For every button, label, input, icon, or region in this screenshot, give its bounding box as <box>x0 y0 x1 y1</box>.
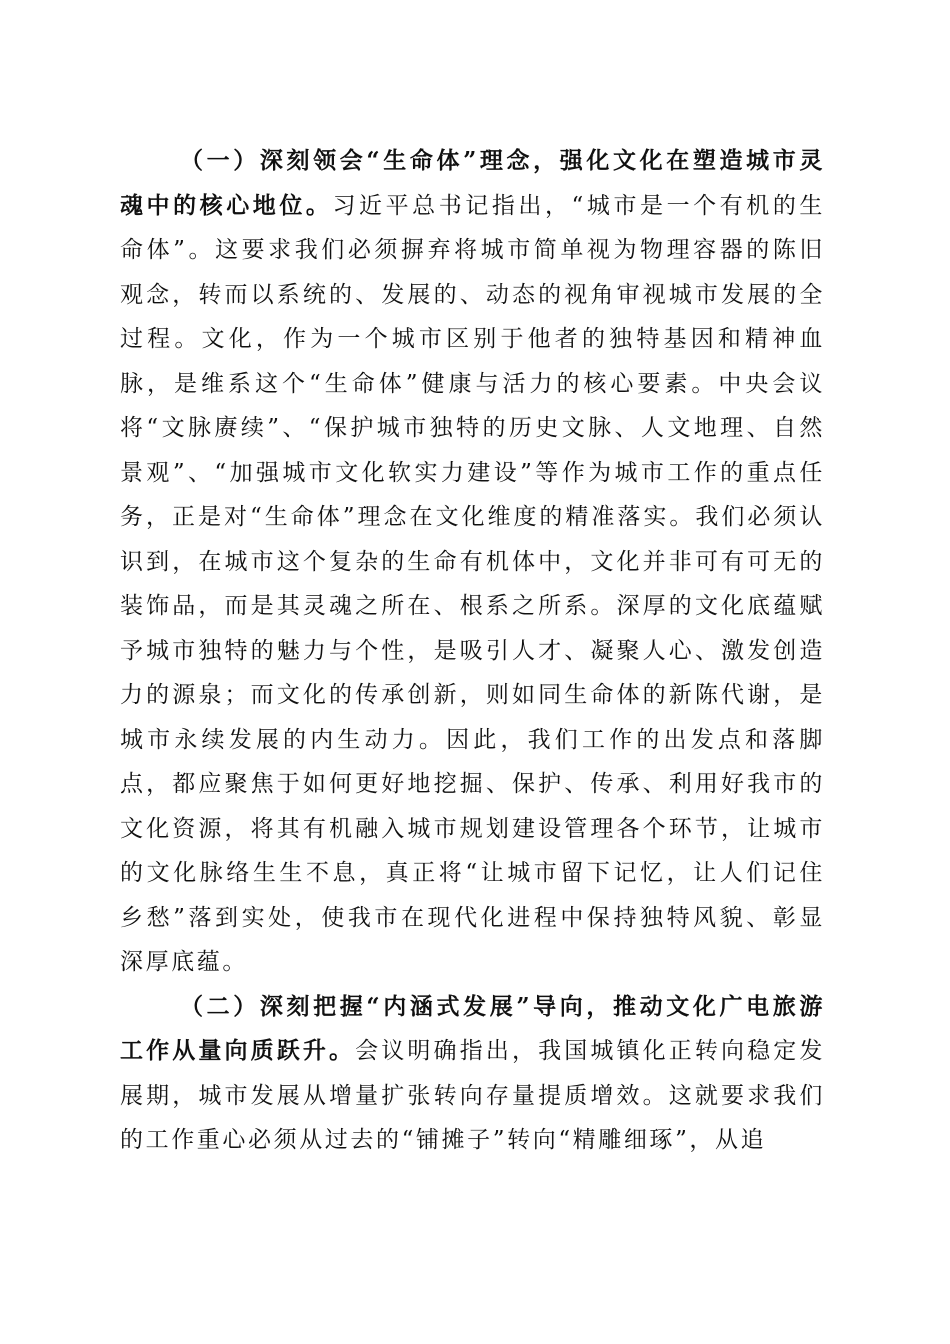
document-page <box>120 139 825 1163</box>
paragraph-1 <box>120 139 825 985</box>
paragraph-2-body: 会议明确指出，我国城镇化正转向稳定发展期，城市发展从增量扩张转向存量提质增效。这就要求我们的工作重心必须从过去的“铺摊子”转向“精雕细琢”，从追 <box>120 1038 825 1153</box>
paragraph-2-heading: （二）深刻把握“内涵式发展”导向，推动文化广电旅游工作从量向质跃升。 <box>120 992 825 1064</box>
paragraph-1-heading: （一）深刻领会“生命体”理念，强化文化在塑造城市灵魂中的核心地位。 <box>120 147 825 219</box>
paragraph-2 <box>120 985 825 1163</box>
paragraph-1-body: 习近平总书记指出，“城市是一个有机的生命体”。这要求我们必须摒弃将城市简单视为物理容器的陈旧观念，转而以系统的、发展的、动态的视角审视城市发展的全过程。文化，作为一个城市区别于他者的独特基因和精神血脉，是维系这个“生命体”健康与活力的核心要素。中央会议将“文脉赓续”、“保护城市独特的历史文脉、人文地理、自然景观”、“加强城市文化软实力建设”等作为城市工作的重点任务，正是对“生命体”理念在文化维度的精准落实。我们必须认识到，在城市这个复杂的生命有机体中，文化并非可有可无的装饰品，而是其灵魂之所在、根系之所系。深厚的文化底蕴赋予城市独特的魅力与个性，是吸引人才、凝聚人心、激发创造力的源泉；而文化的传承创新，则如同生命体的新陈代谢，是城市永续发展的内生动力。因此，我们工作的出发点和落脚点，都应聚焦于如何更好地挖掘、保护、传承、利用好我市的文化资源，将其有机融入城市规划建设管理各个环节，让城市的文化脉络生生不息，真正将“让城市留下记忆，让人们记住乡愁”落到实处，使我市在现代化进程中保持独特风貌、彰显深厚底蕴。 <box>120 192 825 975</box>
